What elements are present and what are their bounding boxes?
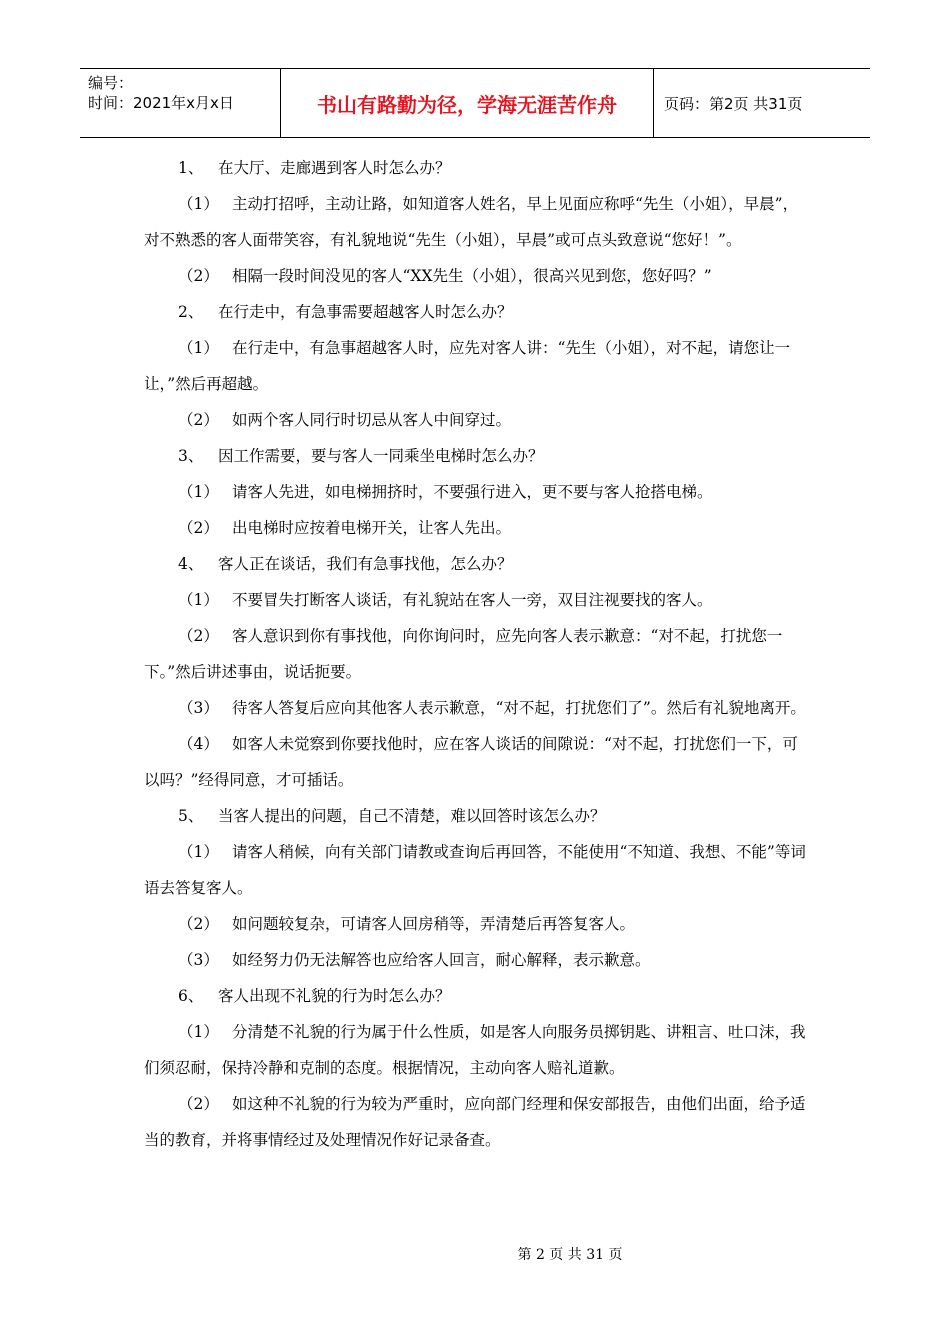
- item-number: （2）: [178, 915, 219, 933]
- item-number: （1）: [178, 591, 219, 609]
- code-label: 编号：: [88, 74, 134, 92]
- answer-paragraph: [144, 1014, 808, 1086]
- item-number: （1）: [178, 483, 219, 501]
- answer-paragraph: [144, 906, 808, 942]
- item-text: 客人出现不礼貌的行为时怎么办？: [218, 987, 451, 1005]
- question-paragraph: [144, 294, 808, 330]
- item-number: （2）: [178, 519, 219, 537]
- answer-paragraph: [144, 726, 808, 798]
- page-footer: [0, 1244, 950, 1264]
- item-text: 在大厅、走廊遇到客人时怎么办？: [218, 159, 451, 177]
- item-number: （1）: [178, 339, 219, 357]
- answer-paragraph: [144, 1086, 808, 1158]
- item-number: （2）: [178, 1095, 219, 1113]
- item-text: 如客人未觉察到你要找他时，应在客人谈话的间隙说：“对不起，打扰您们一下，可以吗？”经得同意，才可插话。: [144, 735, 798, 789]
- header-table: [80, 68, 870, 138]
- item-text: 不要冒失打断客人谈话，有礼貌站在客人一旁，双目注视要找的客人。: [232, 591, 713, 609]
- item-text: 在行走中，有急事需要超越客人时怎么办？: [218, 303, 513, 321]
- answer-paragraph: [144, 618, 808, 690]
- question-paragraph: [144, 438, 808, 474]
- item-text: 相隔一段时间没见的客人“XX先生（小姐），很高兴见到您，您好吗？”: [232, 267, 712, 285]
- item-number: 2、: [178, 303, 204, 321]
- header-meta-cell: [80, 69, 281, 137]
- item-number: 3、: [178, 447, 204, 465]
- item-text: 当客人提出的问题，自己不清楚，难以回答时该怎么办？: [218, 807, 606, 825]
- item-text: 在行走中，有急事超越客人时，应先对客人讲：“先生（小姐），对不起，请您让一让，”然后再超越。: [144, 339, 791, 393]
- document-body: [144, 150, 808, 1158]
- item-text: 分清楚不礼貌的行为属于什么性质，如是客人向服务员掷钥匙、讲粗言、吐口沫，我们须忍耐，保持冷静和克制的态度。根据情况，主动向客人赔礼道歉。: [144, 1023, 806, 1077]
- item-text: 请客人先进，如电梯拥挤时，不要强行进入，更不要与客人抢搭电梯。: [232, 483, 713, 501]
- item-number: （4）: [178, 735, 219, 753]
- question-paragraph: [144, 978, 808, 1014]
- item-text: 待客人答复后应向其他客人表示歉意，“对不起，打扰您们了”。然后有礼貌地离开。: [232, 699, 806, 717]
- item-number: 1、: [178, 159, 204, 177]
- item-number: 6、: [178, 987, 204, 1005]
- item-number: 4、: [178, 555, 204, 573]
- item-number: （1）: [178, 1023, 219, 1041]
- item-number: （3）: [178, 951, 219, 969]
- question-paragraph: [144, 150, 808, 186]
- time-label: 时间：2021年x月x日: [88, 94, 234, 112]
- answer-paragraph: [144, 186, 808, 258]
- answer-paragraph: [144, 582, 808, 618]
- item-text: 如问题较复杂，可请客人回房稍等，弄清楚后再答复客人。: [232, 915, 636, 933]
- item-text: 如两个客人同行时切忌从客人中间穿过。: [232, 411, 512, 429]
- page-info-text: 页码：第2页 共31页: [664, 94, 803, 113]
- answer-paragraph: [144, 474, 808, 510]
- answer-paragraph: [144, 510, 808, 546]
- item-number: 5、: [178, 807, 204, 825]
- item-number: （1）: [178, 843, 219, 861]
- item-number: （2）: [178, 627, 219, 645]
- question-paragraph: [144, 798, 808, 834]
- item-text: 客人正在谈话，我们有急事找他，怎么办？: [218, 555, 513, 573]
- item-text: 客人意识到你有事找他，向你询问时，应先向客人表示歉意：“对不起，打扰您一下。”然后讲述事由，说话扼要。: [144, 627, 783, 681]
- item-text: 因工作需要，要与客人一同乘坐电梯时怎么办？: [218, 447, 544, 465]
- answer-paragraph: [144, 942, 808, 978]
- answer-paragraph: [144, 402, 808, 438]
- answer-paragraph: [144, 834, 808, 906]
- item-text: 如经努力仍无法解答也应给客人回言，耐心解释，表示歉意。: [232, 951, 651, 969]
- motto-text: 书山有路勤为径，学海无涯苦作舟: [317, 92, 617, 117]
- item-text: 如这种不礼貌的行为较为严重时，应向部门经理和保安部报告，由他们出面，给予适当的教育，并将事情经过及处理情况作好记录备查。: [144, 1095, 806, 1149]
- item-text: 请客人稍候，向有关部门请教或查询后再回答，不能使用“不知道、我想、不能”等词语去答复客人。: [144, 843, 806, 897]
- answer-paragraph: [144, 258, 808, 294]
- item-number: （2）: [178, 411, 219, 429]
- answer-paragraph: [144, 330, 808, 402]
- footer-page-number: 第 2 页 共 31 页: [517, 1247, 623, 1263]
- question-paragraph: [144, 546, 808, 582]
- page-info-cell: [654, 69, 870, 137]
- item-text: 主动打招呼，主动让路，如知道客人姓名，早上见面应称呼“先生（小姐），早晨”，对不熟悉的客人面带笑容，有礼貌地说“先生（小姐），早晨”或可点头致意说“您好！”。: [144, 195, 799, 249]
- item-text: 出电梯时应按着电梯开关，让客人先出。: [232, 519, 512, 537]
- motto-cell: [281, 69, 654, 137]
- item-number: （1）: [178, 195, 219, 213]
- item-number: （3）: [178, 699, 219, 717]
- item-number: （2）: [178, 267, 219, 285]
- answer-paragraph: [144, 690, 808, 726]
